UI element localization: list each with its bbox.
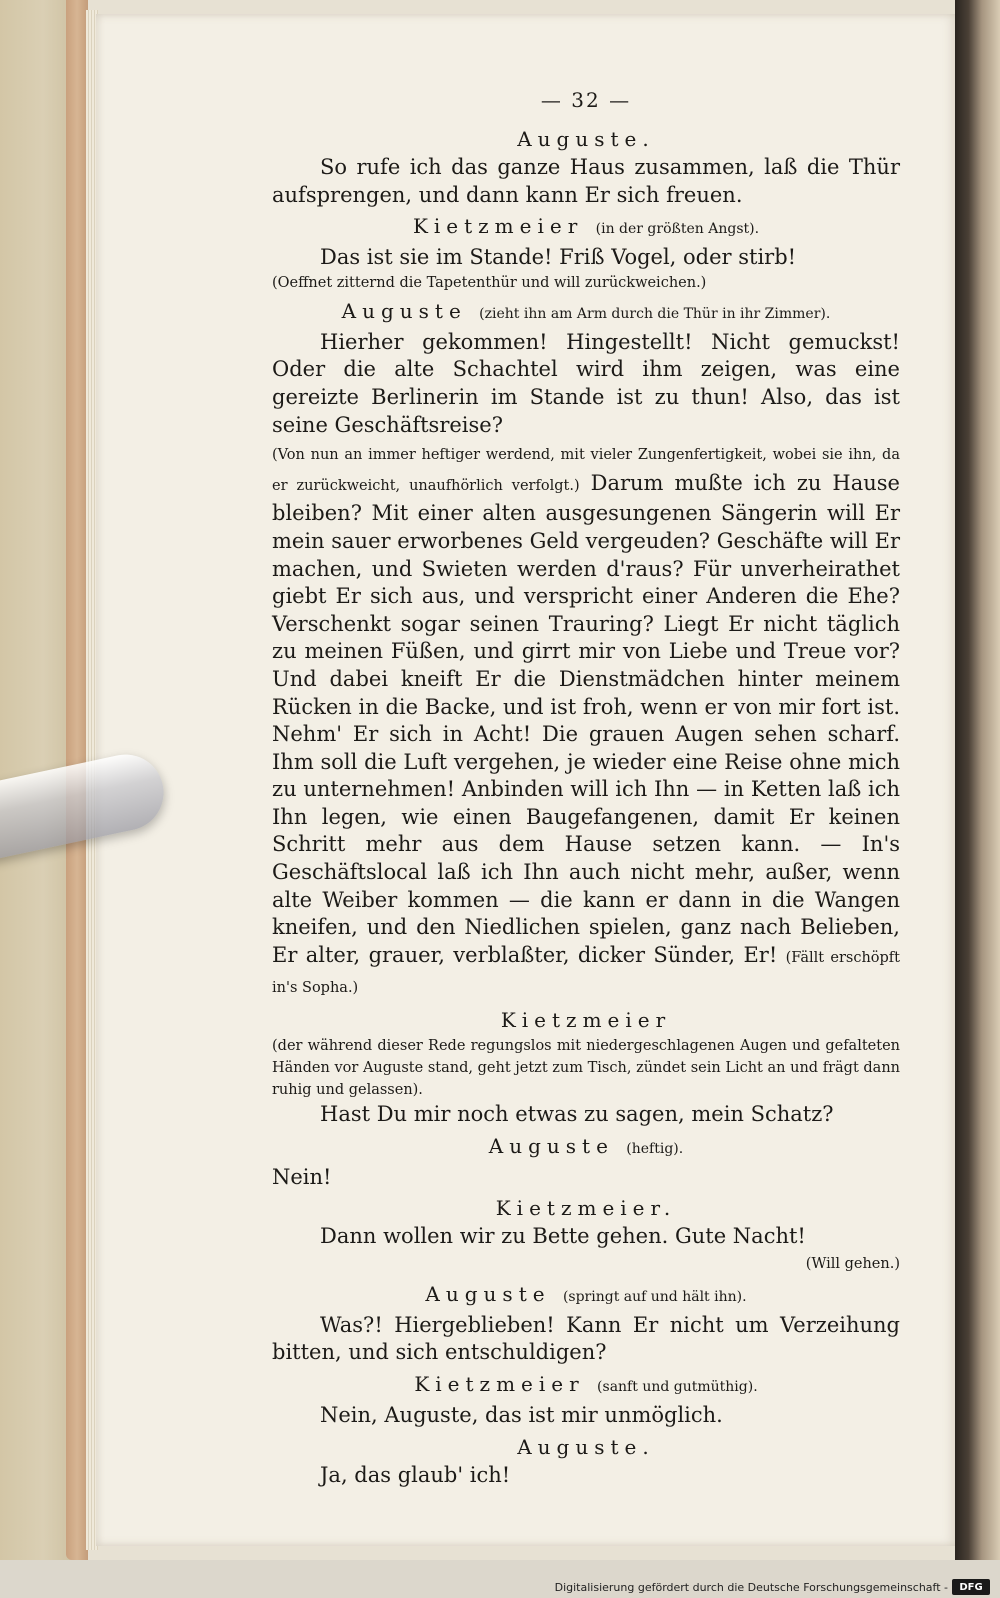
speaker-name: Kietzmeier xyxy=(414,1372,585,1396)
speech-line: Hast Du mir noch etwas zu sagen, mein Schatz? xyxy=(320,1102,834,1127)
speaker-heading xyxy=(272,1279,900,1312)
footer-credit: Digitalisierung gefördert durch die Deutsche Forschungsgemeinschaft - xyxy=(554,1581,948,1594)
stage-direction: (Will gehen.) xyxy=(805,1255,900,1272)
speech-text: Darum mußte ich zu Hause bleiben? Mit einer alten ausgesungenen Sängerin will Er mein sauer erworbenes Geld vergeuden? Geschäfte will Er machen, und Swieten werden d'raus? Für unverheirathet giebt Er sich aus, und verspricht einer Anderen die Ehe? Verschenkt sogar seinen Trauring? Liegt Er nicht täglich zu meinen Füßen, und girrt mir von Liebe und Treue vor? Und dabei kneift Er die Dienstmädchen hinter meinem Rücken in die Backe, und ist froh, wenn er von mir fort ist. Nehm' Er sich in Acht! Die grauen Augen sehen scharf. Ihm soll die Luft vergehen, je wieder eine Reise ohne mich zu unternehmen! Anbinden will ich Ihn — in Ketten laß ich Ihn legen, wie einen Baugefangenen, damit Er keinen Schritt mehr aus dem Hause setzen kann. — In's Geschäftslocal laß ich Ihn auch nicht mehr, außer, wenn alte Weiber kommen — die kann er dann in die Wangen kneifen, und den Niedlichen spielen, ganz nach Belieben, Er alter, grauer, verblaßter, dicker Sünder, Er! xyxy=(272,470,900,967)
stage-direction: (Von nun an immer heftiger werdend, mit vieler Zungenfertigkeit, wobei sie ihn, da er zurückweicht, unaufhörlich verfolgt.) xyxy=(272,447,900,494)
speech-line xyxy=(272,439,900,1003)
speech-line: Was?! Hiergeblieben! Kann Er nicht um Verzeihung bitten, und sich entschuldigen? xyxy=(272,1312,900,1365)
speaker-heading xyxy=(272,211,900,244)
speech-line: Hierher gekommen! Hingestellt! Nicht gemuckst! Oder die alte Schachtel wird ihm zeigen, was eine gereizte Berlinerin im Stande ist zu thun! Also, das ist seine Geschäftsreise? xyxy=(272,329,900,437)
speech-line: Ja, das glaub' ich! xyxy=(320,1462,511,1487)
speech-line: Nein! xyxy=(272,1164,332,1189)
speaker-heading xyxy=(272,124,900,154)
speech-line: Nein, Auguste, das ist mir unmöglich. xyxy=(320,1403,723,1427)
speaker-heading xyxy=(272,296,900,329)
speaker-name: Auguste xyxy=(425,1281,551,1306)
page-number: — 32 — xyxy=(540,88,632,112)
stage-direction: (heftig). xyxy=(626,1140,684,1157)
speaker-heading xyxy=(272,1432,900,1462)
script-body xyxy=(272,124,900,1489)
speaker-name: Auguste xyxy=(488,1133,614,1158)
speech-line: Dann wollen wir zu Bette gehen. Gute Nacht! xyxy=(320,1224,806,1249)
stage-direction: (Oeffnet zitternd die Tapetenthür und will zurückweichen.) xyxy=(272,274,707,291)
speech-line: So rufe ich das ganze Haus zusammen, laß die Thür aufsprengen, und dann kann Er sich freuen. xyxy=(272,155,900,207)
stage-direction: (der während dieser Rede regungslos mit niedergeschlagenen Augen und gefalteten Händen vor Auguste stand, geht jetzt zum Tisch, zündet sein Licht an und frägt dann ruhig und gelassen). xyxy=(272,1038,900,1099)
stage-direction: (sanft und gutmüthig). xyxy=(597,1379,758,1395)
speaker-name: Auguste xyxy=(341,298,467,323)
stage-direction: (springt auf und hält ihn). xyxy=(562,1288,747,1305)
page-content xyxy=(272,88,900,1489)
speaker-name: Kietzmeier xyxy=(500,1008,672,1033)
stage-direction: (zieht ihn am Arm durch die Thür in ihr Zimmer). xyxy=(479,305,831,322)
gutter-shadow xyxy=(955,0,1000,1598)
speaker-heading xyxy=(272,1005,900,1035)
speaker-heading xyxy=(272,1131,900,1164)
speaker-name: Kietzmeier. xyxy=(495,1196,677,1221)
stage-direction: (Fällt erschöpft in's Sopha.) xyxy=(272,949,901,997)
stage-direction: (in der größten Angst). xyxy=(595,221,760,238)
speaker-name: Auguste. xyxy=(517,1434,655,1459)
speaker-heading xyxy=(272,1369,900,1402)
speaker-name: Kietzmeier xyxy=(412,214,584,239)
speech-line: Das ist sie im Stande! Friß Vogel, oder stirb! xyxy=(320,245,797,270)
dfg-logo: DFG xyxy=(952,1579,990,1595)
footer-bar xyxy=(0,1560,1000,1598)
speaker-heading xyxy=(272,1193,900,1223)
speaker-name: Auguste. xyxy=(517,127,655,151)
